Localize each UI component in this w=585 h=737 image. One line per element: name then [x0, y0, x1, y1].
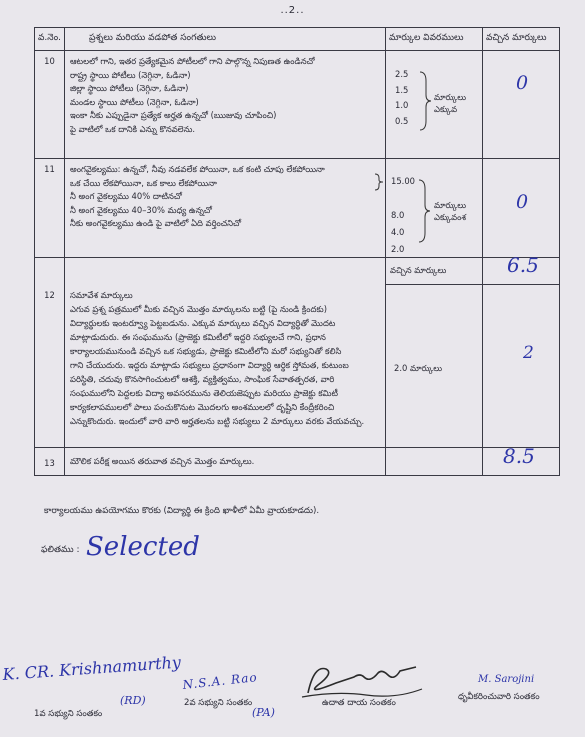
row10-line: ఆటలలో గాని, ఇతర ప్రత్యేకమైన పోటీలలో గాని పాల్గొన్న నిపుణత ఉండినచో — [70, 56, 315, 66]
row11-question-brace — [374, 173, 384, 191]
row11-line: నీకు అంగవైకల్యము ఉండి పై వాటిలో ఏది వర్తించనిచో — [70, 218, 242, 229]
row10-brace-label: మార్కులు — [434, 92, 467, 102]
subtotal-value-cell — [483, 253, 560, 285]
row10-value: 2.5 — [395, 69, 409, 79]
subtotal-value: 6.5 — [507, 253, 539, 277]
row12-line: మాట్లాడుదురు. ఈ సంఘమును (ప్రాజెక్టు కమిటీలో ఇద్దరి సభ్యులచే గాని, ప్రధాన — [70, 331, 326, 342]
row11-line: ఒక చేయి లేకపోయినా, ఒక కాలు లేకపోయినా — [70, 177, 217, 188]
row10-obtained — [483, 51, 560, 159]
table-row-13 — [35, 448, 560, 476]
row12-line: సమావేశ మార్కులు — [70, 289, 133, 300]
signature-2-label: 2వ సభ్యుని సంతకం — [184, 698, 253, 708]
row10-sno: 10 — [35, 51, 65, 159]
row12-line: సంఘములోని పెద్దలకు విద్యా అవసరమును తెలియజెప్పుట మరియు ప్రాజెక్టు కమిటీ — [70, 388, 338, 399]
row13-obtained — [483, 444, 560, 476]
row10-value: 0.5 — [395, 115, 409, 126]
row11-line: నీ అంగ వైకల్యము 40% దాటినచో — [70, 191, 182, 202]
subtotal-row — [35, 258, 560, 285]
row11-sno: 11 — [35, 159, 65, 258]
office-use-note: కార్యాలయము ఉపయోగము కొరకు (విద్యార్థి ఈ క్రింది ఖాళీలో ఏమీ వ్రాయకూడదు). — [44, 506, 320, 516]
row11-value: 4.0 — [391, 227, 405, 237]
signature-4-name: M. Sarojini — [478, 674, 535, 685]
row12-marks-value: 2.0 మార్కులు — [394, 363, 443, 373]
row12-question — [65, 285, 386, 448]
row11-obtained-value: 0 — [516, 191, 529, 213]
signature-3-scribble — [296, 655, 426, 703]
row11-question — [65, 159, 386, 258]
row10-value: 1.0 — [395, 100, 409, 110]
row11-brace-label: మార్కులు — [434, 200, 467, 210]
row12-obtained-value: 2 — [523, 343, 534, 363]
row10-value: 1.5 — [395, 84, 409, 95]
signature-4-label: ధృవీకరించువారి సంతకం — [458, 692, 540, 702]
row11-value: 15.00 — [391, 176, 415, 186]
row12-line: ఎన్నుకొందురు. ఇందులో వారి వారి అర్హతలను బట్టి సభ్యులు 2 మార్కులు వరకు వేయవచ్చు. — [70, 416, 365, 427]
row10-line: ఇంకా నీకు ఎప్పుడైనా ప్రత్యేక అర్హత ఉన్నచో (ఋజువు చూపించి) — [70, 110, 277, 121]
row11-value: 8.0 — [391, 210, 405, 220]
result-label: ఫలితము : — [41, 545, 80, 555]
table-row-11 — [35, 159, 560, 258]
row10-brace-label: ఎక్కువ — [434, 104, 458, 114]
header-marks-detail: మార్కుల వివరములు — [386, 28, 483, 51]
row11-line: అంగవైకల్యము: ఉన్నచో, నీవు నడవలేక పోయినా, ఒక కంటి చూపు లేకపోయినా — [70, 164, 325, 174]
row11-brace — [417, 179, 431, 243]
row10-line: పై వాటిలో ఒక దానికి ఎన్ను కొనవలెను. — [70, 123, 196, 134]
signature-1-name: K. CR. Krishnamurthy — [2, 652, 182, 684]
signature-2-initials: (PA) — [252, 706, 275, 719]
row11-line: నీ అంగ వైకల్యము 40–30% మధ్య ఉన్నచో — [70, 204, 212, 215]
header-marks-obtained: వచ్చిన మార్కులు — [483, 28, 560, 51]
row12-line: విద్యార్థులకు ఇంటర్వ్యూ పెట్టబడును. ఎక్కువ మార్కులు వచ్చిన విద్యార్థితో మొదట — [70, 317, 336, 328]
subtotal-empty-sno — [35, 258, 65, 285]
row10-line: రాష్ట్ర స్థాయి పోటీలు (నెగ్గినా, ఓడినా) — [70, 69, 191, 80]
signature-1-initials: (RD) — [120, 694, 146, 707]
row13-question: మౌలిక పరీక్ష అయిన తరువాత వచ్చిన మొత్తం మార్కులు. — [65, 448, 386, 476]
header-sno: వ.నెం. — [35, 28, 65, 51]
row12-line: కార్యాలయమునుండి వచ్చిన ఒక సభ్యుడు, ప్రాజెక్టు కమిటీలోని మరో సభ్యునితో కలిసి — [70, 345, 342, 356]
row11-obtained — [483, 159, 560, 258]
subtotal-label: వచ్చిన మార్కులు — [386, 258, 483, 285]
row11-value: 2.0 — [391, 244, 405, 254]
result-value: Selected — [86, 532, 200, 562]
table-header-row — [35, 28, 560, 51]
row12-line: కార్యకలాపములలో పాలు పంచుకొనుట మొదలగు అంశములలో దృష్టిని కేంద్రీకరించి — [70, 402, 335, 413]
row13-sno: 13 — [35, 448, 65, 476]
row10-marks — [386, 51, 483, 159]
signature-2-name: N.S.A. Rao — [182, 670, 259, 692]
row10-question — [65, 51, 386, 159]
table-row-12 — [35, 285, 560, 448]
page-number: ..2.. — [280, 5, 305, 16]
row12-line: పరిస్థితి, చదువు కొనసాగించుటలో ఆశక్తి, వ్యక్తిత్వము, సాంఘిక సేవాతత్పరత, వారి — [70, 374, 335, 385]
table-row-10 — [35, 51, 560, 159]
row13-marks — [386, 448, 483, 476]
row11-brace-label: ఎక్కువంశ — [434, 212, 466, 222]
row11-marks — [386, 159, 483, 258]
row10-obtained-value: 0 — [516, 72, 529, 94]
signature-3-label: ఉదాత దాయ సంతకం — [322, 698, 396, 708]
row12-marks — [386, 285, 483, 448]
row10-brace — [418, 71, 432, 131]
row10-line: జిల్లా స్థాయి పోటీలు (నెగ్గినా, ఓడినా) — [70, 83, 189, 94]
row12-line: ఎగువ ప్రశ్న పత్రములో మీకు వచ్చిన మొత్తం మార్కులను బట్టి (పై నుండి క్రిందకు) — [70, 303, 327, 314]
row12-sno: 12 — [35, 285, 65, 448]
row13-obtained-value: 8.5 — [503, 444, 535, 468]
signature-1-label: 1వ సభ్యుని సంతకం — [34, 709, 103, 719]
row12-obtained — [483, 285, 560, 448]
header-questions: ప్రశ్నలు మరియు వడపోత సంగతులు — [65, 28, 386, 51]
row12-line: గాని చేయుదురు. ఇద్దరు మాట్లాడు సభ్యులు ప్రధానంగా విద్యార్థి ఆర్థిక స్తోమత, కుటుంబ — [70, 359, 349, 370]
subtotal-empty-q — [65, 258, 386, 285]
row10-line: మండల స్థాయి పోటీలు (నెగ్గినా, ఓడినా) — [70, 96, 199, 107]
marks-table — [34, 27, 560, 476]
